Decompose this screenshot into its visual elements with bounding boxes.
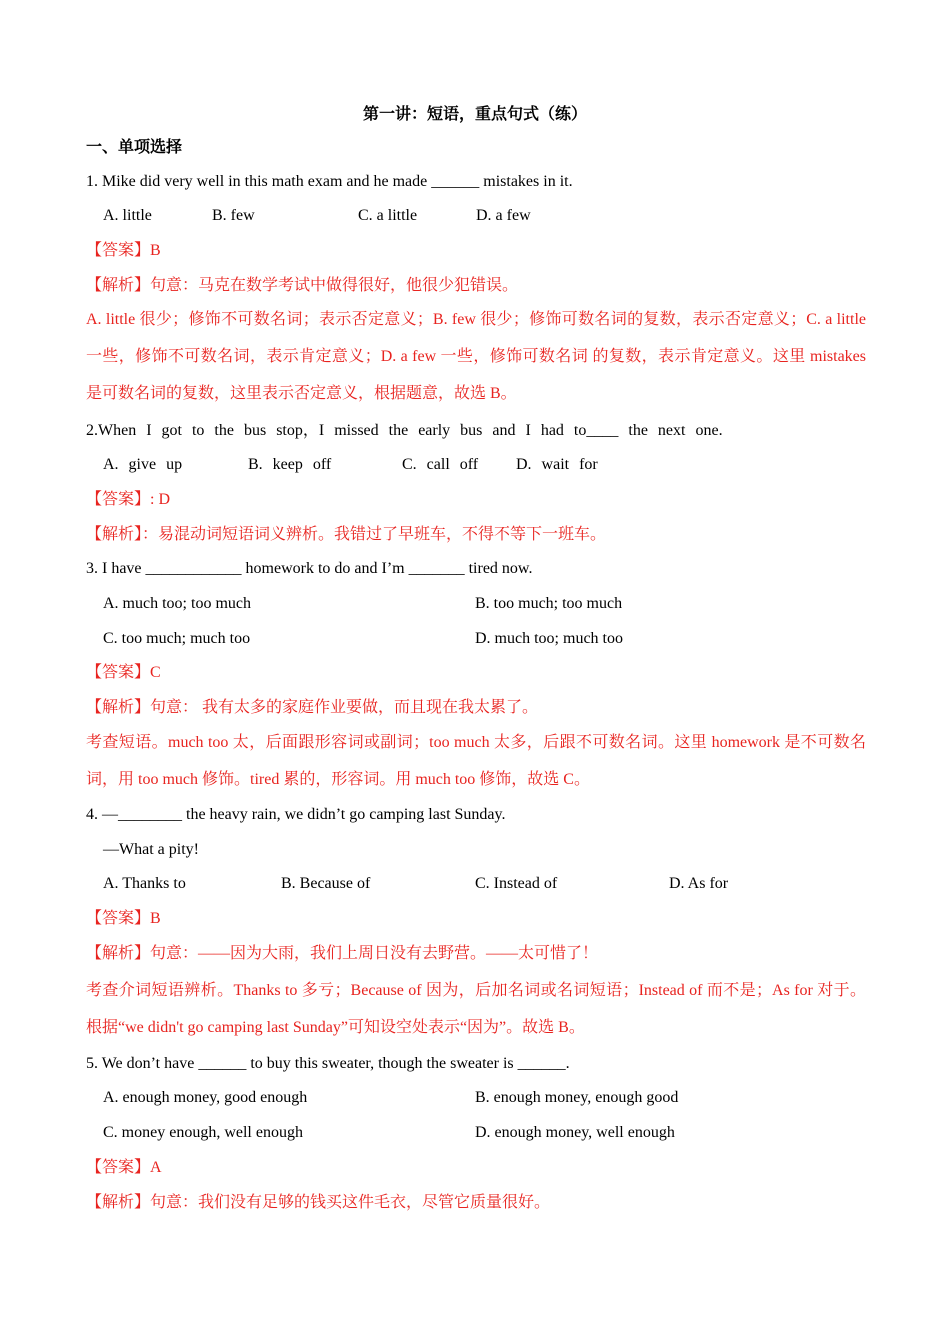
question-4-answer: 【答案】B — [86, 910, 161, 927]
question-2-answer: 【答案】: D — [86, 491, 171, 508]
question-5-option-a: A. enough money, good enough — [103, 1089, 308, 1106]
question-1-option-a: A. little — [103, 207, 152, 224]
question-2-option-b: B. keep off — [248, 456, 332, 473]
question-3-answer: 【答案】C — [86, 664, 161, 681]
question-2-option-c: C. call off — [402, 456, 479, 473]
question-4-reply: —What a pity! — [103, 841, 199, 858]
question-2-stem: 2.When I got to the bus stop，I missed the early bus and I had to____ the next one. — [86, 422, 723, 439]
question-5-option-c: C. money enough, well enough — [103, 1124, 303, 1141]
question-3-analysis: 【解析】句意： 我有太多的家庭作业要做，而且现在我太累了。 — [86, 699, 539, 716]
question-2-option-d: D. wait for — [516, 456, 598, 473]
question-3-explanation: 考查短语。much too 太，后面跟形容词或副词；too much 太多，后跟不可数名词。这里 homework 是不可数名词，用 too much 修饰。tired 累的，形容词。用 much too 修饰，故选 C。 — [86, 734, 866, 788]
question-5-option-b: B. enough money, enough good — [475, 1089, 679, 1106]
question-1-option-c: C. a little — [358, 207, 418, 224]
section-heading: 一、单项选择 — [86, 139, 183, 156]
question-5-stem: 5. We don’t have ______ to buy this sweater, though the sweater is ______. — [86, 1055, 570, 1072]
question-2-analysis: 【解析】：易混动词短语词义辨析。我错过了早班车，不得不等下一班车。 — [86, 526, 607, 543]
question-3-stem: 3. I have ____________ homework to do and I’m _______ tired now. — [86, 560, 533, 577]
question-3-option-b: B. too much; too much — [475, 595, 623, 612]
question-4-option-d: D. As for — [669, 875, 729, 892]
question-5-option-d: D. enough money, well enough — [475, 1124, 675, 1141]
question-4-option-c: C. Instead of — [475, 875, 558, 892]
question-5-answer: 【答案】A — [86, 1159, 162, 1176]
question-4-option-a: A. Thanks to — [103, 875, 186, 892]
question-3-option-c: C. too much; much too — [103, 630, 251, 647]
question-3-option-a: A. much too; too much — [103, 595, 251, 612]
question-5-analysis: 【解析】句意：我们没有足够的钱买这件毛衣，尽管它质量很好。 — [86, 1194, 551, 1211]
question-4-stem: 4. —________ the heavy rain, we didn’t go camping last Sunday. — [86, 806, 506, 823]
question-1-explanation: A. little 很少；修饰不可数名词；表示否定意义；B. few 很少；修饰可数名词的复数，表示否定意义；C. a little 一些，修饰不可数名词，表示肯定意义；D. a few 一些，修饰可数名词 的复数，表示肯定意义。这里 mistakes 是可数名词的复数，这里表示否定意义，根据题意，故选 B。 — [86, 311, 866, 402]
question-1-option-b: B. few — [212, 207, 255, 224]
question-1-option-d: D. a few — [476, 207, 531, 224]
question-4-analysis: 【解析】句意：——因为大雨，我们上周日没有去野营。——太可惜了！ — [86, 945, 599, 962]
question-1-stem: 1. Mike did very well in this math exam and he made ______ mistakes in it. — [86, 173, 573, 190]
page-title: 第一讲：短语，重点句式（练） — [362, 106, 587, 123]
question-4-option-b: B. Because of — [281, 875, 371, 892]
question-1-analysis: 【解析】句意：马克在数学考试中做得很好，他很少犯错误。 — [86, 277, 519, 294]
question-2-option-a: A. give up — [103, 456, 183, 473]
question-1-answer: 【答案】B — [86, 242, 161, 259]
question-3-option-d: D. much too; much too — [475, 630, 623, 647]
question-4-explanation: 考查介词短语辨析。Thanks to 多亏；Because of 因为，后加名词或名词短语；Instead of 而不是；As for 对于。根据“we didn't go camping last Sunday”可知设空处表示“因为”。故选 B。 — [86, 982, 866, 1036]
